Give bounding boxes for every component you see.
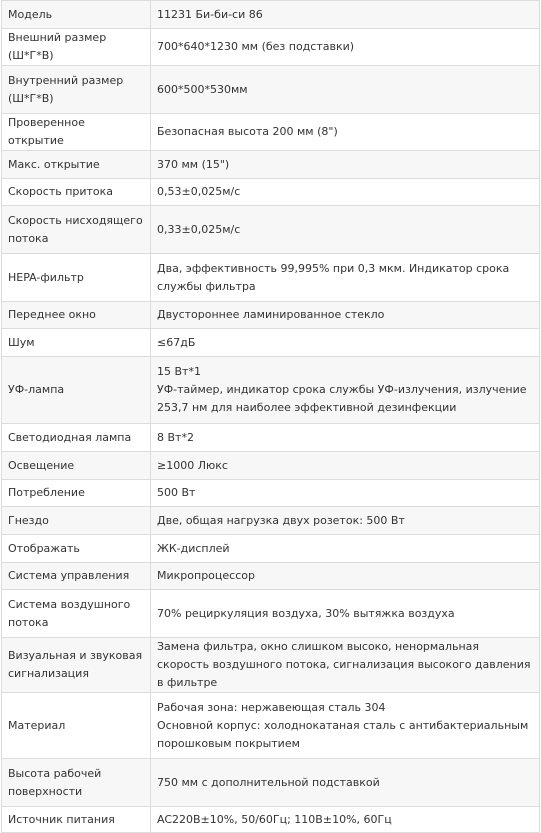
spec-row-display — [2, 535, 540, 563]
spec-value-line: Рабочая зона: нержавеющая сталь 304 — [157, 700, 386, 714]
spec-value — [151, 114, 540, 151]
spec-label: Материал — [2, 693, 151, 759]
spec-row-hepa-filter — [2, 254, 540, 302]
spec-value-line: 600*500*530мм — [157, 82, 248, 96]
spec-value-line: 15 Вт*1 — [157, 365, 201, 378]
spec-value-line: 700*640*1230 мм (без подставки) — [157, 40, 355, 53]
spec-value-line: 8 Вт*2 — [157, 430, 194, 444]
spec-value — [151, 807, 540, 833]
spec-value — [151, 329, 540, 357]
spec-value — [151, 357, 540, 424]
spec-label: Шум — [2, 329, 151, 357]
spec-value-line: 0,53±0,025м/с — [157, 185, 241, 198]
spec-row-consumption — [2, 480, 540, 507]
spec-row-inflow-velocity — [2, 179, 540, 206]
spec-row-illumination — [2, 452, 540, 480]
spec-row-socket — [2, 507, 540, 535]
spec-value — [151, 693, 540, 759]
spec-value-line: ЖК-дисплей — [157, 541, 230, 555]
spec-label: Система управления — [2, 563, 151, 590]
spec-value-line: 750 мм с дополнительной подставкой — [157, 775, 380, 789]
spec-value — [151, 1, 540, 29]
spec-row-power-supply — [2, 807, 540, 833]
spec-label: HEPA-фильтр — [2, 254, 151, 302]
spec-row-front-window — [2, 302, 540, 329]
spec-row-airflow-system — [2, 590, 540, 638]
spec-row-max-opening — [2, 151, 540, 179]
spec-value-line: УФ-таймер, индикатор срока службы УФ-излучения, излучение 253,7 нм для наиболее эффективной дезинфекции — [157, 383, 527, 414]
spec-value — [151, 29, 540, 66]
spec-value-line: Два, эффективность 99,995% при 0,3 мкм. Индикатор срока службы фильтра — [157, 261, 510, 293]
spec-value-line: 500 Вт — [157, 486, 196, 499]
spec-label: Скорость нисходящего потока — [2, 206, 151, 254]
spec-row-material — [2, 693, 540, 759]
spec-value-line: 370 мм (15") — [157, 157, 230, 171]
spec-value — [151, 590, 540, 638]
spec-row-internal-size — [2, 66, 540, 114]
spec-label: Визуальная и звуковая сигнализация — [2, 638, 151, 693]
spec-label: Система воздушного потока — [2, 590, 151, 638]
spec-value-line: Основной корпус: холоднокатаная сталь с антибактериальным порошковым покрытием — [157, 718, 529, 750]
spec-label: Модель — [2, 1, 151, 29]
spec-row-noise — [2, 329, 540, 357]
spec-label: Потребление — [2, 480, 151, 507]
spec-label: Внешний размер (Ш*Г*В) — [2, 29, 151, 66]
spec-value-line: Микропроцессор — [157, 569, 255, 582]
spec-value — [151, 759, 540, 807]
spec-row-uv-lamp — [2, 357, 540, 424]
spec-value-line: ≥1000 Люкс — [157, 458, 228, 472]
specifications-table — [1, 0, 540, 833]
spec-label: Скорость притока — [2, 179, 151, 206]
spec-value — [151, 254, 540, 302]
spec-value — [151, 206, 540, 254]
spec-row-tested-opening — [2, 114, 540, 151]
spec-label: Источник питания — [2, 807, 151, 833]
spec-label: Внутренний размер (Ш*Г*В) — [2, 66, 151, 114]
spec-value-line: ≤67дБ — [157, 335, 196, 349]
spec-value — [151, 563, 540, 590]
spec-value — [151, 151, 540, 179]
spec-label: Высота рабочей поверхности — [2, 759, 151, 807]
spec-value — [151, 424, 540, 452]
spec-value — [151, 179, 540, 206]
spec-value-line: 0,33±0,025м/с — [157, 222, 241, 236]
spec-label: УФ-лампа — [2, 357, 151, 424]
spec-label: Отображать — [2, 535, 151, 563]
spec-label: Переднее окно — [2, 302, 151, 329]
spec-label: Макс. открытие — [2, 151, 151, 179]
spec-label: Гнездо — [2, 507, 151, 535]
spec-row-alarm — [2, 638, 540, 693]
spec-row-external-size — [2, 29, 540, 66]
specifications-table-body — [2, 1, 540, 833]
spec-label: Проверенное открытие — [2, 114, 151, 151]
spec-label: Светодиодная лампа — [2, 424, 151, 452]
spec-value — [151, 480, 540, 507]
spec-row-model — [2, 1, 540, 29]
spec-value — [151, 66, 540, 114]
spec-value — [151, 452, 540, 480]
spec-label: Освещение — [2, 452, 151, 480]
spec-value-line: Двустороннее ламинированное стекло — [157, 308, 385, 321]
spec-value — [151, 507, 540, 535]
spec-value — [151, 302, 540, 329]
spec-row-work-surface-height — [2, 759, 540, 807]
spec-value-line: Две, общая нагрузка двух розеток: 500 Вт — [157, 513, 405, 527]
spec-row-downflow-velocity — [2, 206, 540, 254]
spec-value-line: 70% рециркуляция воздуха, 30% вытяжка воздуха — [157, 606, 455, 620]
spec-value-line: AC220В±10%, 50/60Гц; 110В±10%, 60Гц — [157, 812, 392, 826]
spec-value-line: Безопасная высота 200 мм (8") — [157, 125, 338, 138]
spec-value-line: 11231 Би-би-си 86 — [157, 7, 263, 21]
spec-value-line: Замена фильтра, окно слишком высоко, ненормальная скорость воздушного потока, сигнализация высокого давления в фильтре — [157, 640, 531, 689]
spec-value — [151, 535, 540, 563]
spec-row-control-system — [2, 563, 540, 590]
spec-row-led-lamp — [2, 424, 540, 452]
spec-value — [151, 638, 540, 693]
